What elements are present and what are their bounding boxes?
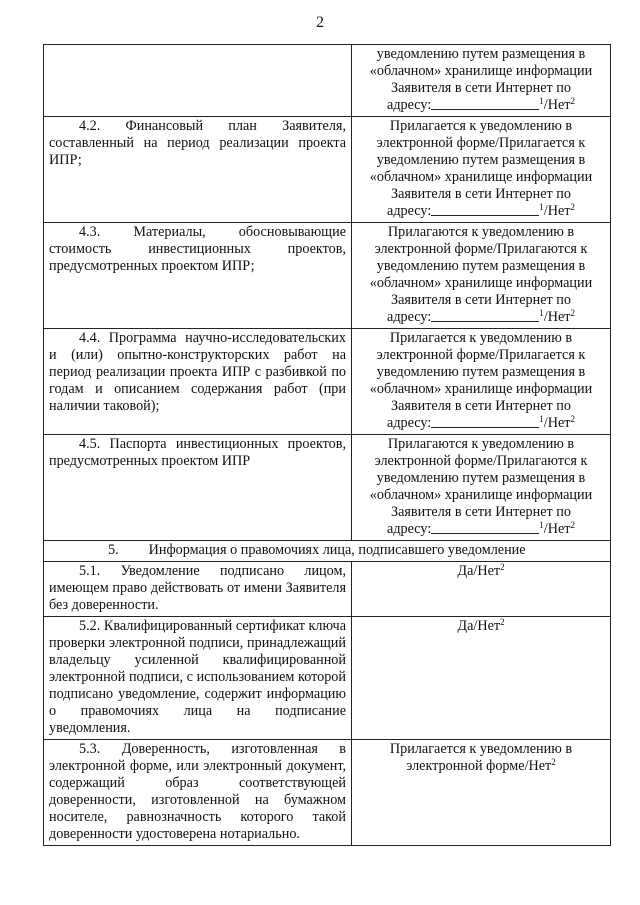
status-line	[357, 563, 605, 580]
footnote-ref: 2	[570, 202, 575, 212]
status-line: Прилагаются к уведомлению в	[387, 436, 575, 452]
item-description	[44, 740, 352, 846]
address-label: адресу:	[387, 415, 432, 431]
status-line	[357, 741, 605, 758]
section-title: Информация о правомочиях лица, подписавшего уведомление	[148, 542, 526, 558]
item-description	[44, 329, 352, 435]
item-description	[44, 117, 352, 223]
address-line	[357, 415, 605, 432]
item-status	[352, 117, 611, 223]
status-line: электронной форме/Прилагается к	[376, 347, 586, 363]
table-row	[44, 435, 611, 541]
table-row	[44, 223, 611, 329]
footnote-ref: 2	[570, 96, 575, 106]
item-status	[352, 740, 611, 846]
status-no: /Нет	[543, 521, 571, 537]
footnote-ref: 1	[539, 202, 544, 212]
address-line	[357, 203, 605, 220]
status-line: электронной форме/Прилагаются к	[374, 453, 588, 469]
status-line: Заявителя в сети Интернет по	[391, 292, 571, 308]
address-label: адресу:	[387, 521, 432, 537]
address-label: адресу:	[387, 97, 432, 113]
status-line: «облачном» хранилище информации	[369, 487, 593, 503]
address-blank	[431, 521, 539, 534]
status-text: Прилагается к уведомлению в	[389, 741, 573, 757]
status-line: Прилагается к уведомлению в	[389, 118, 573, 134]
table-row	[44, 329, 611, 435]
section-heading	[44, 541, 611, 562]
page-number: 2	[316, 14, 324, 31]
status-text: Да/Нет	[457, 618, 501, 634]
item-description	[44, 435, 352, 541]
status-no: /Нет	[543, 97, 571, 113]
item-text: 4.4. Программа научно-исследовательских и (или) опытно-конструкторских работ на период реализации проекта ИПР с разбивкой по годам и описанием содержания работ (при наличии таковой);	[49, 330, 346, 414]
address-line	[357, 521, 605, 538]
status-no: /Нет	[543, 415, 571, 431]
status-text: Да/Нет	[457, 563, 501, 579]
item-text: 4.3. Материалы, обосновывающие стоимость инвестиционных проектов, предусмотренных проектом ИПР;	[49, 224, 346, 274]
notification-table	[43, 44, 611, 846]
item-text: 4.5. Паспорта инвестиционных проектов, предусмотренных проектом ИПР	[49, 436, 346, 469]
status-line: Заявителя в сети Интернет по	[391, 398, 571, 414]
address-blank	[431, 415, 539, 428]
status-line: электронной форме/Прилагается к	[376, 135, 586, 151]
status-line: «облачном» хранилище информации	[369, 275, 593, 291]
footnote-ref: 2	[570, 520, 575, 530]
item-description	[44, 562, 352, 617]
status-line	[357, 618, 605, 635]
address-label: адресу:	[387, 203, 432, 219]
status-line: Заявителя в сети Интернет по	[391, 80, 571, 96]
item-description	[44, 223, 352, 329]
table-row	[44, 617, 611, 740]
table-row	[44, 562, 611, 617]
footnote-ref: 1	[539, 308, 544, 318]
table-row	[44, 117, 611, 223]
status-line: «облачном» хранилище информации	[369, 169, 593, 185]
footnote-ref: 2	[570, 414, 575, 424]
item-status	[352, 617, 611, 740]
status-no: /Нет	[543, 309, 571, 325]
table-row	[44, 740, 611, 846]
footnote-ref: 2	[500, 617, 505, 627]
address-blank	[431, 309, 539, 322]
status-line: Заявителя в сети Интернет по	[391, 186, 571, 202]
status-line: электронной форме/Прилагаются к	[374, 241, 588, 257]
item-description	[44, 45, 352, 117]
item-description	[44, 617, 352, 740]
footnote-ref: 2	[551, 757, 556, 767]
section-row	[44, 541, 611, 562]
footnote-ref: 2	[500, 562, 505, 572]
status-line: уведомлению путем размещения в	[376, 470, 586, 486]
item-text: 5.1. Уведомление подписано лицом, имеющем право действовать от имени Заявителя без доверенности.	[49, 563, 346, 613]
address-label: адресу:	[387, 309, 432, 325]
item-status	[352, 45, 611, 117]
footnote-ref: 1	[539, 414, 544, 424]
address-line	[357, 309, 605, 326]
status-line: «облачном» хранилище информации	[369, 381, 593, 397]
item-status	[352, 435, 611, 541]
item-text: 5.2. Квалифицированный сертификат ключа проверки электронной подписи, принадлежащий владельцу усиленной квалифицированной электронной подписи, с использованием которой подписано уведомление, содержит информацию о правомочиях лица на подписание уведомления.	[49, 618, 346, 736]
section-number: 5.	[108, 542, 119, 558]
item-text: 4.2. Финансовый план Заявителя, составленный на период реализации проекта ИПР;	[49, 118, 346, 168]
status-line: Прилагается к уведомлению в	[389, 330, 573, 346]
footnote-ref: 1	[539, 520, 544, 530]
item-status	[352, 562, 611, 617]
status-line: уведомлению путем размещения в	[376, 152, 586, 168]
address-line	[357, 97, 605, 114]
status-no: /Нет	[543, 203, 571, 219]
status-line: Заявителя в сети Интернет по	[391, 504, 571, 520]
status-line: уведомлению путем размещения в	[376, 364, 586, 380]
address-blank	[431, 203, 539, 216]
table-row	[44, 45, 611, 117]
status-line	[357, 758, 605, 775]
item-status	[352, 223, 611, 329]
footnote-ref: 1	[539, 96, 544, 106]
footnote-ref: 2	[570, 308, 575, 318]
status-line: уведомлению путем размещения в	[376, 46, 586, 62]
status-text: электронной форме/Нет	[406, 758, 552, 774]
item-status	[352, 329, 611, 435]
item-text: 5.3. Доверенность, изготовленная в электронной форме, или электронный документ, содержащий образ соответствующей доверенности, изготовленной на бумажном носителе, равнозначность которого такой доверенности удостоверена нотариально.	[49, 741, 346, 842]
status-line: «облачном» хранилище информации	[369, 63, 593, 79]
address-blank	[431, 97, 539, 110]
status-line: уведомлению путем размещения в	[376, 258, 586, 274]
status-line: Прилагаются к уведомлению в	[387, 224, 575, 240]
